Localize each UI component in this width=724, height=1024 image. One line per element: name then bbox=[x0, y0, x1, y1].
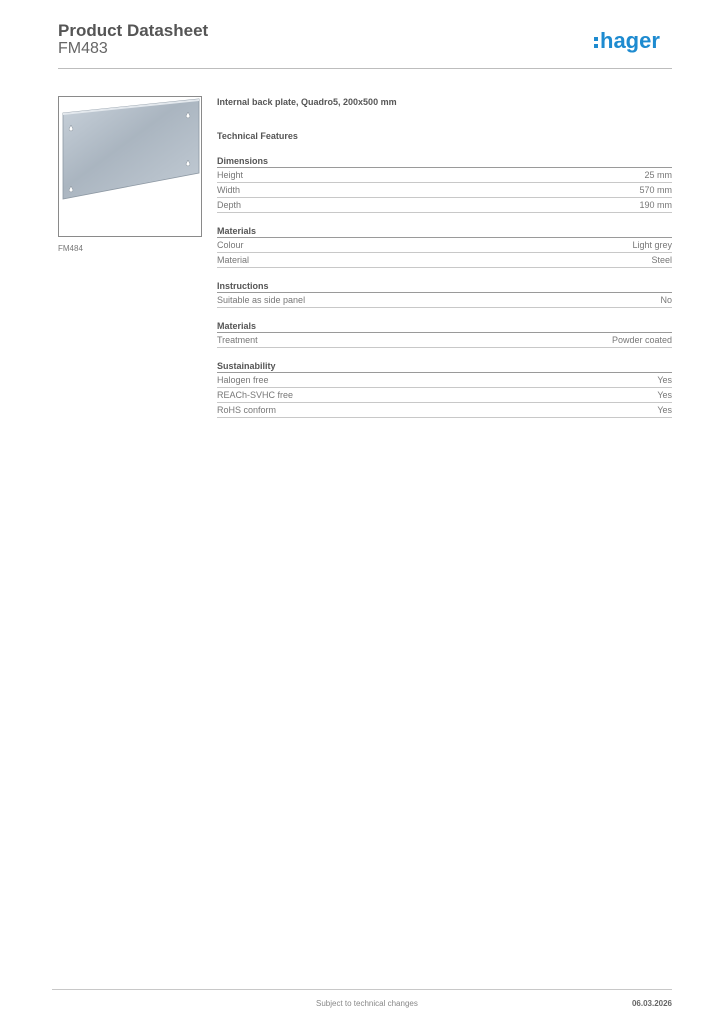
footer-date: 06.03.2026 bbox=[631, 999, 672, 1008]
section-title: Materials bbox=[217, 225, 672, 238]
spec-row bbox=[217, 238, 672, 253]
section-title: Sustainability bbox=[217, 360, 672, 373]
section-materials bbox=[217, 225, 672, 268]
spec-value: Yes bbox=[657, 405, 672, 415]
section-instructions bbox=[217, 280, 672, 308]
product-details bbox=[217, 95, 672, 418]
spec-value: 190 mm bbox=[639, 200, 672, 210]
spec-label: Width bbox=[217, 185, 241, 195]
footer-divider bbox=[52, 989, 672, 990]
brand-name: hager bbox=[600, 29, 660, 53]
section-sustainability bbox=[217, 360, 672, 418]
back-plate-illustration bbox=[59, 97, 201, 236]
spec-label: Colour bbox=[217, 240, 244, 250]
header-title: Product Datasheet bbox=[58, 21, 209, 40]
spec-value: 25 mm bbox=[644, 170, 672, 180]
spec-label: RoHS conform bbox=[217, 405, 277, 415]
spec-value: Steel bbox=[651, 255, 672, 265]
section-title: Materials bbox=[217, 320, 672, 333]
spec-value: Light grey bbox=[632, 240, 672, 250]
spec-row bbox=[217, 253, 672, 268]
product-title: Internal back plate, Quadro5, 200x500 mm bbox=[217, 97, 397, 107]
product-code: FM483 bbox=[58, 40, 108, 57]
spec-label: REACh-SVHC free bbox=[217, 390, 294, 400]
spec-row bbox=[217, 388, 672, 403]
spec-row bbox=[217, 183, 672, 198]
section-materials-treatment bbox=[217, 320, 672, 348]
spec-value: Powder coated bbox=[611, 335, 672, 345]
spec-value: 570 mm bbox=[639, 185, 672, 195]
spec-value: No bbox=[660, 295, 672, 305]
spec-value: Yes bbox=[657, 390, 672, 400]
spec-label: Halogen free bbox=[217, 375, 269, 385]
footer-note: Subject to technical changes bbox=[316, 999, 418, 1008]
section-title: Instructions bbox=[217, 280, 672, 293]
spec-row bbox=[217, 403, 672, 418]
hager-logo bbox=[594, 29, 674, 57]
spec-row bbox=[217, 373, 672, 388]
header-divider bbox=[58, 68, 672, 69]
spec-label: Material bbox=[217, 255, 250, 265]
spec-row bbox=[217, 293, 672, 308]
section-dimensions bbox=[217, 155, 672, 213]
spec-row bbox=[217, 333, 672, 348]
spec-label: Treatment bbox=[217, 335, 258, 345]
spec-label: Suitable as side panel bbox=[217, 295, 306, 305]
spec-value: Yes bbox=[657, 375, 672, 385]
spec-row bbox=[217, 168, 672, 183]
image-caption: FM484 bbox=[58, 244, 83, 253]
spec-row bbox=[217, 198, 672, 213]
spec-label: Depth bbox=[217, 200, 242, 210]
section-title: Dimensions bbox=[217, 155, 672, 168]
spec-label: Height bbox=[217, 170, 244, 180]
technical-features-title: Technical Features bbox=[217, 131, 298, 141]
product-image bbox=[58, 96, 202, 237]
